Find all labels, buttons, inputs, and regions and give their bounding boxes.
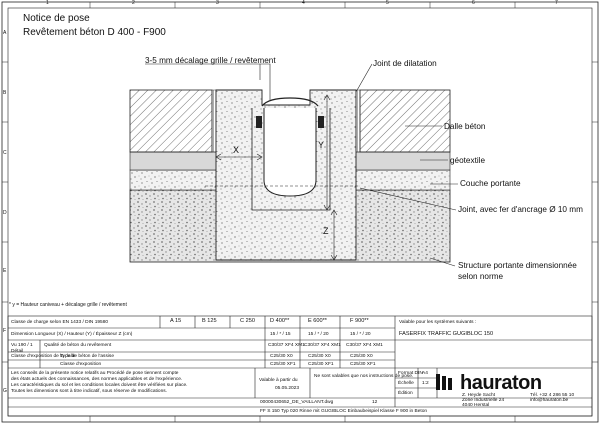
class-a15: A 15 [170, 318, 182, 324]
frame-column-4: 4 [302, 0, 305, 6]
frame-row-d: D [3, 210, 7, 216]
edition-label: Édition [398, 391, 413, 396]
label-offset-grate: 3-5 mm décalage grille / revêtement [145, 56, 276, 65]
valid-from-label: Valable à partir du [259, 378, 298, 383]
side-label-1: Vu 190 / 1 [11, 343, 33, 348]
valid-from-date: 05.05.2023 [275, 386, 300, 391]
frame-column-2: 2 [132, 0, 135, 6]
exposure-class-label: Classe d'exposition [60, 362, 102, 367]
grate-seat-right [318, 116, 324, 128]
c25xf-d400: C25/30 XF1 [270, 362, 296, 367]
label-support-structure-1: Structure portante dimensionnée [458, 261, 577, 270]
c25-d400: C25/30 X0 [270, 354, 293, 359]
company-mail: info@hauraton.be [530, 398, 569, 403]
dims-e600: 15 / * / 20 [308, 332, 329, 337]
frame-row-g: G [3, 388, 7, 394]
quality-d400: C30/37 XF4 XM1 [268, 343, 305, 348]
frame-column-3: 3 [216, 0, 219, 6]
side-label-2: Détail [11, 349, 24, 354]
document-number: 00000430652_DE_VAILLANT.dwg [260, 400, 334, 405]
valid-systems-label: Valable pour les systèmes suivants : [399, 320, 477, 325]
frame-column-6: 6 [472, 0, 475, 6]
label-anchor-joint: Joint, avec fer d'ancrage Ø 10 mm [458, 205, 583, 214]
dimension-z: Z [323, 226, 329, 236]
frame-row-c: C [3, 150, 7, 156]
expansion-joint-left [212, 90, 216, 152]
frame-row-a: A [3, 30, 7, 36]
c25-f900: C25/30 X0 [350, 354, 373, 359]
class-f900: F 900** [350, 318, 369, 324]
quality-f900: C30/37 XF4 XM1 [346, 343, 383, 348]
label-expansion-joint: Joint de dilatation [373, 59, 437, 68]
label-geotextile: géotextile [450, 156, 486, 165]
legal-text-4: Toutes les dimensions sont à titre indicatif, sous réserve de modifications. [11, 389, 167, 394]
grate-seat-left [256, 116, 262, 128]
class-c250: C 250 [240, 318, 255, 324]
exposure-label: Classe d'exposition de la dalle [11, 354, 76, 359]
c25-e600: C25/30 X0 [308, 354, 331, 359]
company-logo: hauraton [460, 372, 542, 394]
product-name: FASERFIX TRAFFIC GUGIBLOC 150 [399, 331, 494, 337]
c25xf-f900: C25/30 XF1 [350, 362, 376, 367]
instructions-note: Ne sont valables que nos instructions de pose. [314, 374, 414, 379]
concrete-slab-left [130, 90, 212, 152]
class-e600: E 600** [308, 318, 327, 324]
footer-description: FF S 150 Typ 020 Rinne mit GUGIBLOC Einbaubeispiel Klasse F 900 in Beton [260, 409, 428, 414]
page-title: Notice de pose [23, 13, 90, 24]
company-phone: Tél. +32 4 286 55 10 [530, 393, 575, 398]
sheet-number: 12 [372, 400, 378, 405]
frame-column-5: 5 [386, 0, 389, 6]
load-class-label: Classe de charge selon EN 1433 / DIN 19580 [11, 320, 109, 325]
class-d400: D 400** [270, 318, 290, 324]
scale-label: Échelle [398, 381, 414, 386]
company-address-2: Zone Industrielle 24 [462, 398, 505, 403]
company-address-1: Z. Heyde Sacht [462, 393, 496, 398]
scale-value: 1:2 [422, 381, 429, 386]
frame-row-b: B [3, 90, 7, 96]
concrete-slab-right [360, 90, 450, 152]
company-address-3: 4040 Herstal [462, 403, 490, 408]
frame-column-7: 7 [555, 0, 558, 6]
legal-text-3: Les caractéristiques du sol et les conditions locales doivent être vérifiées sur place. [11, 383, 188, 388]
legal-text-2: des états actuels des connaissances, des normes applicables et de l'expérience. [11, 377, 183, 382]
format-value: A4 [422, 371, 428, 376]
class-b125: B 125 [202, 318, 217, 324]
page-subtitle: Revêtement béton D 400 - F900 [23, 27, 166, 38]
dimension-y: Y [318, 140, 325, 150]
c25xf-e600: C25/30 XF1 [308, 362, 334, 367]
format-label: Format DIN [398, 371, 423, 376]
footnote: * y = Hauteur caniveau + décalage grille / revêtement [9, 302, 127, 308]
hauraton-logo-icon [436, 374, 452, 390]
label-support-structure-2: selon norme [458, 272, 504, 281]
legal-text-1: Les conseils de la présente notice relatifs au Procédé de pose tiennent compte [11, 371, 179, 376]
quality-label: Qualité de béton du revêtement [44, 343, 112, 348]
dims-d400: 15 / * / 15 [270, 332, 291, 337]
frame-row-e: E [3, 268, 7, 274]
dimension-label: Dimension Longueur (X) / Hauteur (Y) / Épaisseur Z (cm) [11, 332, 133, 337]
dims-f900: 15 / * / 20 [350, 332, 371, 337]
frame-row-f: F [3, 328, 7, 334]
dimension-x: X [233, 145, 240, 155]
label-concrete-slab: Dalle béton [444, 122, 486, 131]
channel-inner [264, 108, 316, 196]
expansion-joint-right [356, 90, 360, 152]
label-base-layer: Couche portante [460, 179, 521, 188]
frame-column-1: 1 [46, 0, 49, 6]
quality-e600: C30/37 XF4 XM1 [304, 343, 341, 348]
bedding-type-label: Type de béton de l'assise [60, 354, 114, 359]
